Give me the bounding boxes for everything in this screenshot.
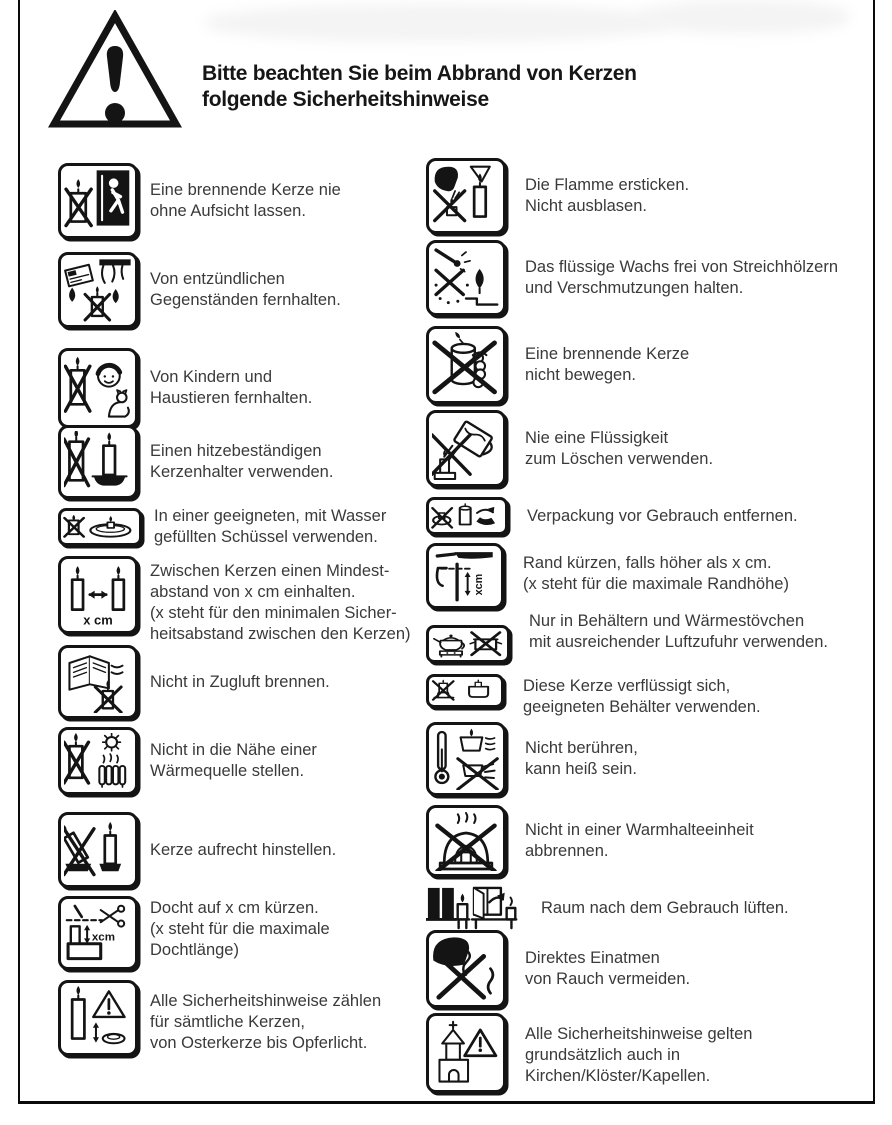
safety-item-text [150, 269, 341, 311]
text-line: Wärmequelle stellen. [150, 762, 305, 780]
safety-item-text [525, 175, 689, 217]
page-title [202, 61, 637, 113]
safety-item-text [150, 367, 312, 409]
safety-item [58, 163, 341, 239]
text-line: Direktes Einatmen [525, 949, 660, 967]
safety-item [58, 425, 333, 499]
text-line: abstand von x cm einhalten. [150, 583, 356, 601]
text-line: Nie eine Flüssigkeit [525, 428, 669, 447]
no-moving-burning-candle-icon [426, 326, 506, 404]
safety-item-text [525, 948, 690, 990]
text-line: Von Kindern und [150, 368, 273, 386]
title-line-1: Bitte beachten Sie beim Abbrand von Kerzen [202, 62, 637, 85]
text-line: Dochtlänge) [150, 940, 239, 959]
text-line: Nicht in einer Warmhalteeinheit [525, 821, 754, 839]
safety-item-text [150, 441, 333, 483]
text-line: heitsabstand zwischen den Kerzen) [150, 625, 411, 643]
text-line: gefüllten Schüssel verwenden. [154, 528, 378, 546]
safety-item [58, 896, 330, 970]
safety-item [426, 805, 754, 877]
safety-item [426, 240, 838, 316]
safety-item-text [525, 428, 713, 470]
text-line: Kirchen/Klöster/Kapellen. [525, 1066, 711, 1085]
air-supply-container-icon [426, 625, 510, 663]
wax-free-of-matches-icon [426, 240, 506, 316]
text-line: Nicht berühren, [525, 739, 638, 757]
safety-item [58, 348, 312, 428]
text-line: Nicht ausblasen. [525, 197, 647, 215]
trim-wick-icon [58, 896, 138, 970]
safety-item-text [154, 506, 386, 548]
text-line: abbrennen. [525, 842, 609, 860]
text-line: ohne Aufsicht lassen. [150, 202, 306, 220]
safety-item [58, 645, 330, 719]
candle-distance-icon [58, 556, 138, 634]
safety-item-text [150, 672, 330, 693]
keep-from-children-pets-icon [58, 348, 138, 428]
safety-item-text [150, 180, 341, 222]
text-line: von Rauch vermeiden. [525, 970, 691, 988]
text-line: Docht auf x cm kürzen. [150, 898, 319, 917]
text-line: Raum nach dem Gebrauch lüften. [541, 898, 789, 917]
text-line: Von entzündlichen [150, 270, 285, 288]
safety-item [58, 980, 381, 1056]
safety-item-text [525, 738, 638, 780]
no-touching-hot-icon [426, 722, 506, 796]
text-line: (x steht für die maximale Randhöhe) [523, 575, 789, 593]
safety-item-text [523, 553, 789, 595]
text-line: Verpackung vor Gebrauch entfernen. [527, 506, 798, 525]
text-line: Nur in Behältern und Wärmestövchen [529, 612, 805, 630]
keep-from-flammables-icon [58, 252, 138, 328]
text-line: In einer geeigneten, mit Wasser [154, 507, 387, 525]
safety-item [426, 410, 713, 487]
safety-item-text [150, 561, 411, 645]
safety-item [426, 674, 761, 716]
safety-item [426, 1013, 752, 1093]
text-line: Eine brennende Kerze nie [150, 181, 341, 199]
church-use-icon [426, 1013, 506, 1093]
water-bowl-icon [58, 508, 142, 546]
safety-item-text [525, 1024, 752, 1087]
text-line: (x steht für die maximale [150, 919, 330, 938]
text-line: von Osterkerze bis Opferlicht. [150, 1033, 368, 1052]
text-line: Alle Sicherheitshinweise gelten [525, 1024, 753, 1043]
text-line: Das flüssige Wachs frei von Streichhölzern [525, 258, 839, 276]
safety-item-text [523, 676, 761, 718]
smother-flame-icon [426, 158, 506, 234]
svg-text:x cm: x cm [83, 612, 113, 628]
text-line: (x steht für den minimalen Sicher- [150, 604, 397, 622]
no-heat-source-icon [58, 727, 138, 795]
upright-candle-icon [58, 812, 138, 888]
text-line: mit ausreichender Luftzufuhr verwenden. [529, 633, 828, 651]
text-line: für sämtliche Kerzen, [150, 1012, 305, 1031]
no-smoke-inhaling-icon [426, 930, 506, 1008]
safety-item [426, 930, 690, 1008]
text-line: nicht bewegen. [525, 366, 636, 384]
heatproof-holder-icon [58, 425, 138, 499]
svg-text:xcm: xcm [91, 931, 116, 944]
trim-edge-icon [426, 543, 504, 609]
safety-item [426, 722, 638, 796]
text-line: und Verschmutzungen halten. [525, 279, 744, 297]
text-line: Nicht in die Nähe einer [150, 741, 317, 759]
no-liquid-extinguishing-icon [426, 410, 506, 487]
safety-item-text [525, 257, 838, 299]
safety-item [58, 556, 411, 643]
text-line: grundsätzlich auch in [525, 1045, 681, 1064]
text-line: kann heiß sein. [525, 760, 637, 778]
safety-item [426, 612, 828, 663]
safety-item [58, 252, 341, 328]
text-line: Haustieren fernhalten. [150, 389, 313, 407]
no-unattended-candle-icon [58, 163, 138, 239]
remove-packaging-icon [426, 497, 508, 535]
text-line: zum Löschen verwenden. [525, 449, 714, 468]
text-line: Kerzenhalter verwenden. [150, 463, 334, 481]
safety-item [426, 326, 689, 404]
safety-item-text [150, 991, 381, 1054]
safety-item [426, 158, 689, 234]
safety-item-text [525, 344, 689, 386]
safety-item-text [527, 506, 798, 527]
safety-item [58, 508, 386, 546]
safety-item-text [541, 898, 789, 919]
title-line-2: folgende Sicherheitshinweise [202, 88, 489, 111]
svg-text:xcm: xcm [472, 573, 486, 596]
text-line: Diese Kerze verflüssigt sich, [523, 677, 731, 695]
text-line: Nicht in Zugluft brennen. [150, 672, 330, 691]
text-line: Einen hitzebeständigen [150, 442, 322, 460]
safety-item-text [150, 898, 330, 961]
no-draft-icon [58, 645, 138, 719]
text-line: Zwischen Kerzen einen Mindest- [150, 562, 390, 580]
text-line: geeigneten Behälter verwenden. [523, 698, 761, 716]
text-line: Gegenständen fernhalten. [150, 291, 341, 309]
text-line: Kerze aufrecht hinstellen. [150, 840, 337, 859]
text-line: Die Flamme ersticken. [525, 176, 690, 194]
safety-item [426, 886, 789, 930]
safety-item [58, 812, 336, 888]
safety-item [426, 543, 789, 609]
all-candle-types-icon [58, 980, 138, 1056]
safety-item-text [529, 611, 828, 653]
text-line: Alle Sicherheitshinweise zählen [150, 991, 382, 1010]
safety-item-text [150, 740, 317, 782]
warning-triangle-icon [48, 10, 182, 130]
safety-item [58, 727, 317, 795]
liquefying-candle-icon [426, 674, 504, 708]
text-line: Rand kürzen, falls höher als x cm. [523, 554, 772, 572]
no-warming-unit-icon [426, 805, 506, 877]
ventilate-room-icon [426, 886, 522, 930]
safety-item [426, 497, 798, 535]
safety-item-text [150, 840, 336, 861]
safety-item-text [525, 820, 754, 862]
text-line: Eine brennende Kerze [525, 345, 690, 363]
